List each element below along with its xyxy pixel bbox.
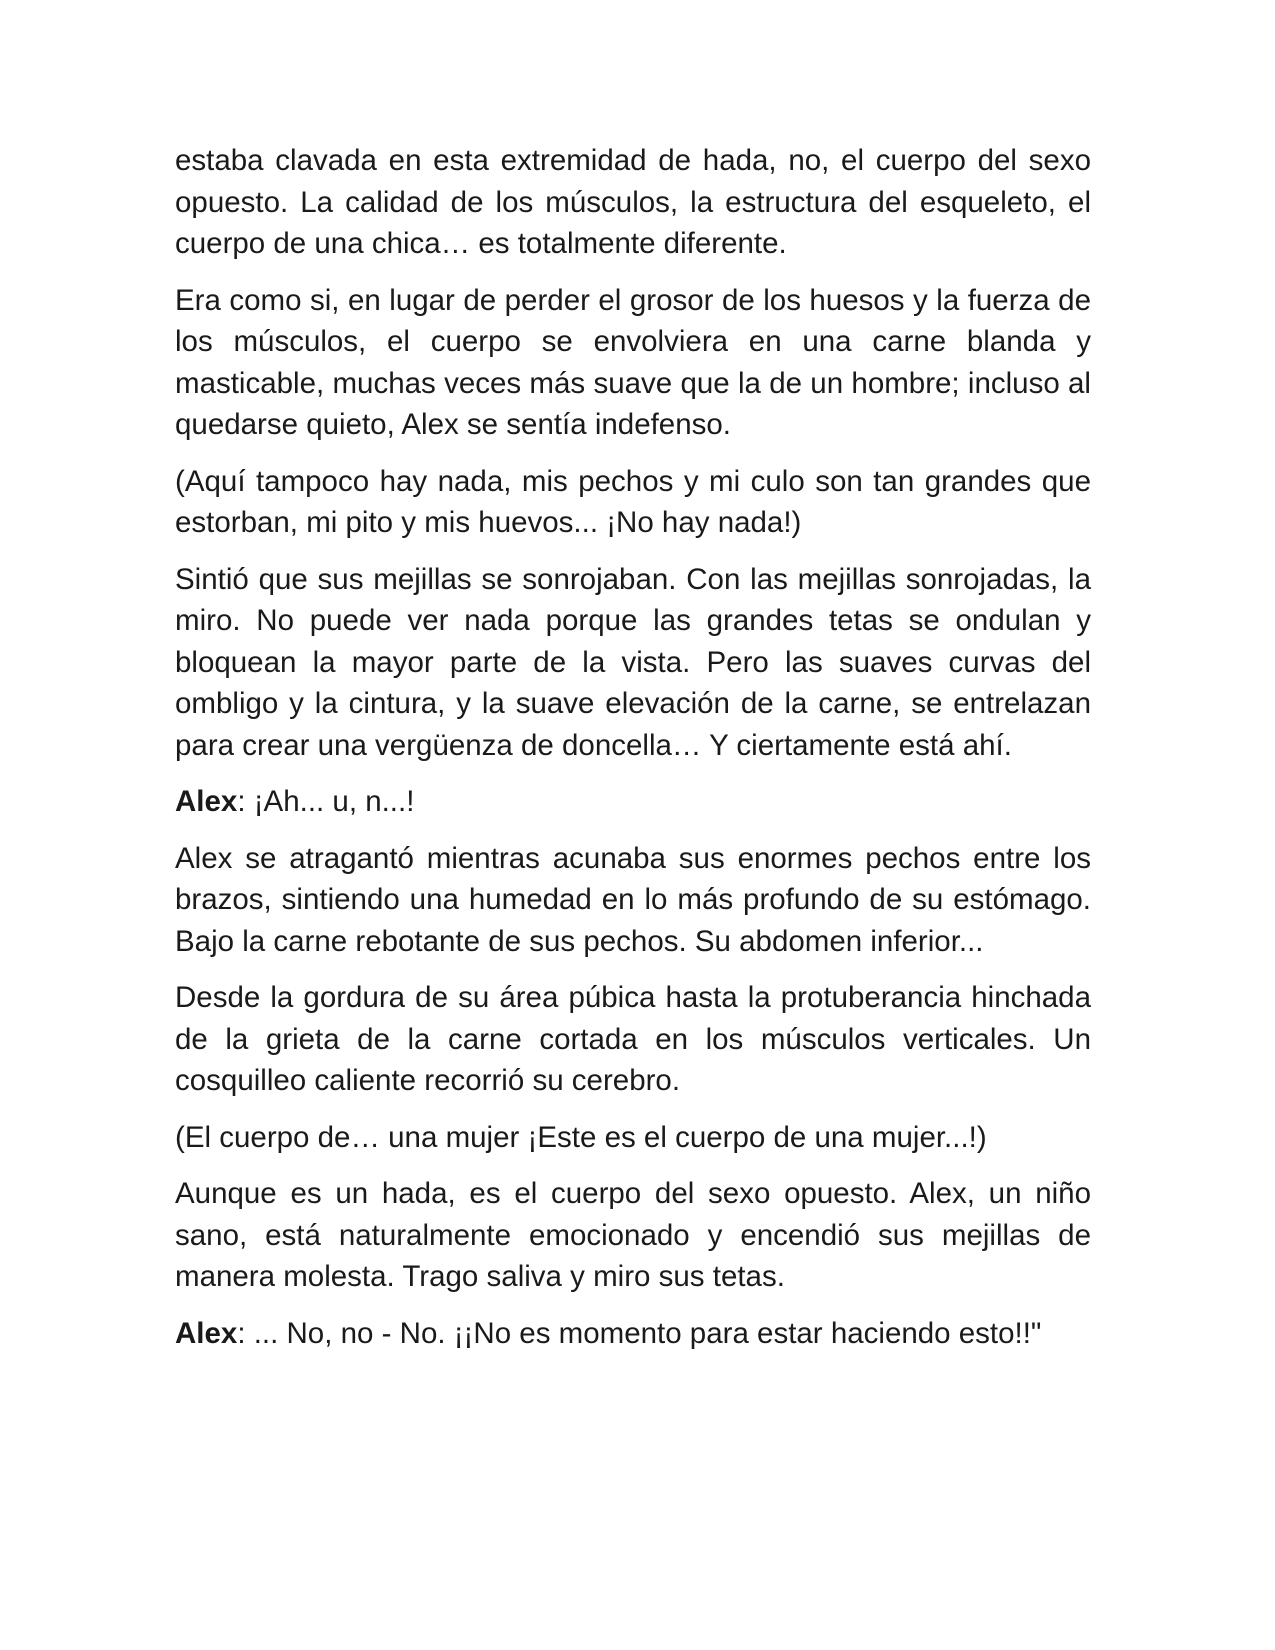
paragraph: Desde la gordura de su área púbica hasta la protuberancia hinchada de la grieta de la carne cortada en los músculos verticales. Un cosquilleo caliente recorrió su cerebro. — [175, 981, 1091, 1097]
paragraph: Sintió que sus mejillas se sonrojaban. Con las mejillas sonrojadas, la miro. No puede ver nada porque las grandes tetas se ondulan y bloquean la mayor parte de la vista. Pero las suaves curvas del ombligo y la cintura, y la suave elevación de la carne, se entrelazan para crear una vergüenza de doncella… Y ciertamente está ahí. — [175, 562, 1091, 762]
document-page — [175, 140, 1091, 1369]
dialogue-text: : ¡Ah... u, n...! — [237, 785, 415, 818]
speaker-name: Alex — [175, 785, 238, 818]
dialogue-line — [175, 781, 1091, 823]
paragraph: (El cuerpo de… una mujer ¡Este es el cuerpo de una mujer...!) — [175, 1120, 987, 1154]
speaker-name: Alex — [175, 1316, 238, 1350]
paragraph: estaba clavada en esta extremidad de hada, no, el cuerpo del sexo opuesto. La calidad de los músculos, la estructura del esqueleto, el cuerpo de una chica… es totalmente diferente. — [175, 144, 1091, 260]
dialogue-line — [175, 1313, 1091, 1355]
paragraph: Aunque es un hada, es el cuerpo del sexo opuesto. Alex, un niño sano, está naturalmente emocionado y encendió sus mejillas de manera molesta. Trago saliva y miro sus tetas. — [175, 1177, 1091, 1293]
paragraph: Alex se atragantó mientras acunaba sus enormes pechos entre los brazos, sintiendo una humedad en lo más profundo de su estómago. Bajo la carne rebotante de sus pechos. Su abdomen inferior... — [175, 841, 1091, 958]
dialogue-text: : ... No, no - No. ¡¡No es momento para estar haciendo esto!!" — [237, 1316, 1042, 1350]
paragraph: (Aquí tampoco hay nada, mis pechos y mi culo son tan grandes que estorban, mi pito y mis huevos... ¡No hay nada!) — [175, 464, 1091, 539]
paragraph: Era como si, en lugar de perder el grosor de los huesos y la fuerza de los músculos, el cuerpo se envolviera en una carne blanda y masticable, muchas veces más suave que la de un hombre; incluso al quedarse quieto, Alex se sentía indefenso. — [175, 283, 1091, 441]
